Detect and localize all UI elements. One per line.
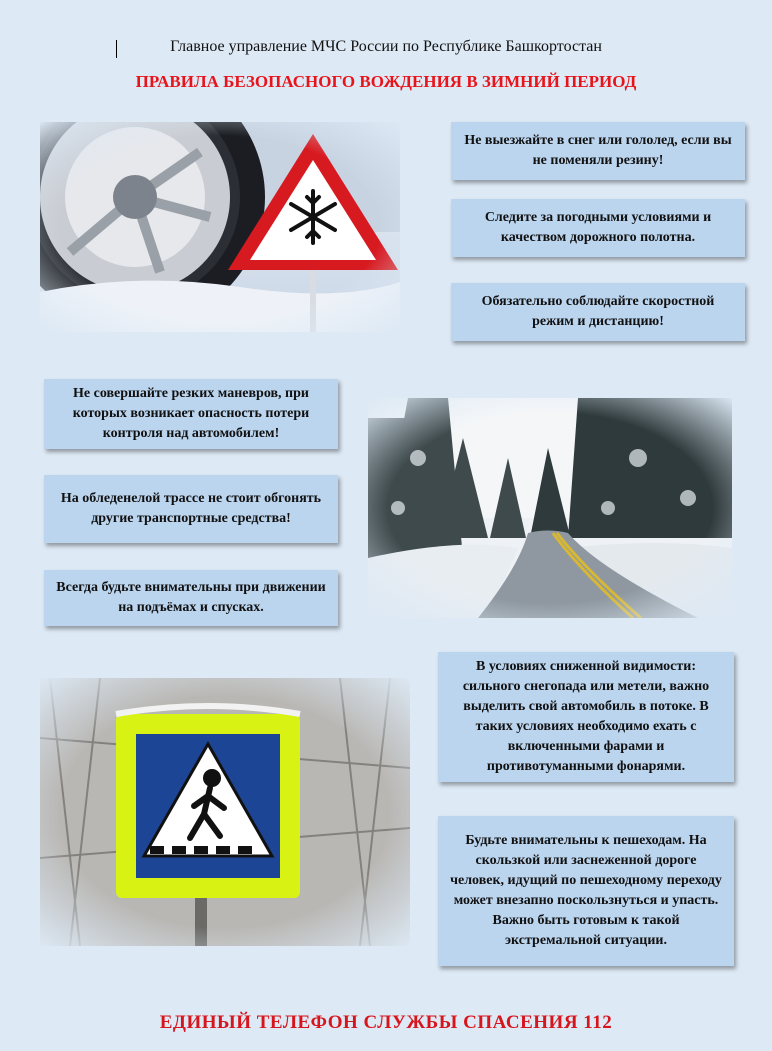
tip-maneuvers: Не совершайте резких маневров, при которых возникает опасность потери контроля над автомобилем! xyxy=(44,379,338,449)
tire-warning-sign-image xyxy=(40,122,400,332)
tip-speed: Обязательно соблюдайте скоростной режим и дистанцию! xyxy=(451,283,745,341)
poster-title: ПРАВИЛА БЕЗОПАСНОГО ВОЖДЕНИЯ В ЗИМНИЙ ПЕРИОД xyxy=(135,72,637,91)
tip-visibility: В условиях сниженной видимости: сильного снегопада или метели, важно выделить свой автомобиль в потоке. В таких условиях необходимо ехать с включенными фарами и противотуманными фонарями. xyxy=(438,652,734,782)
tip-overtaking: На обледенелой трассе не стоит обгонять другие транспортные средства! xyxy=(44,475,338,543)
pedestrian-crossing-sign-image xyxy=(40,678,410,946)
winter-forest-road-image xyxy=(368,398,732,618)
tip-weather: Следите за погодными условиями и качеством дорожного полотна. xyxy=(451,199,745,257)
tip-tires: Не выезжайте в снег или гололед, если вы не поменяли резину! xyxy=(451,122,745,180)
tip-pedestrians: Будьте внимательны к пешеходам. На скользкой или заснеженной дороге человек, идущий по пешеходному переходу может внезапно поскользнуться и упасть. Важно быть готовым к такой экстремальной ситуации. xyxy=(438,816,734,966)
emergency-phone-line: ЕДИНЫЙ ТЕЛЕФОН СЛУЖБЫ СПАСЕНИЯ 112 xyxy=(159,1012,613,1033)
tip-slopes: Всегда будьте внимательны при движении на подъёмах и спусках. xyxy=(44,570,338,626)
organization-name: Главное управление МЧС России по Республике Башкортостан xyxy=(0,38,772,56)
